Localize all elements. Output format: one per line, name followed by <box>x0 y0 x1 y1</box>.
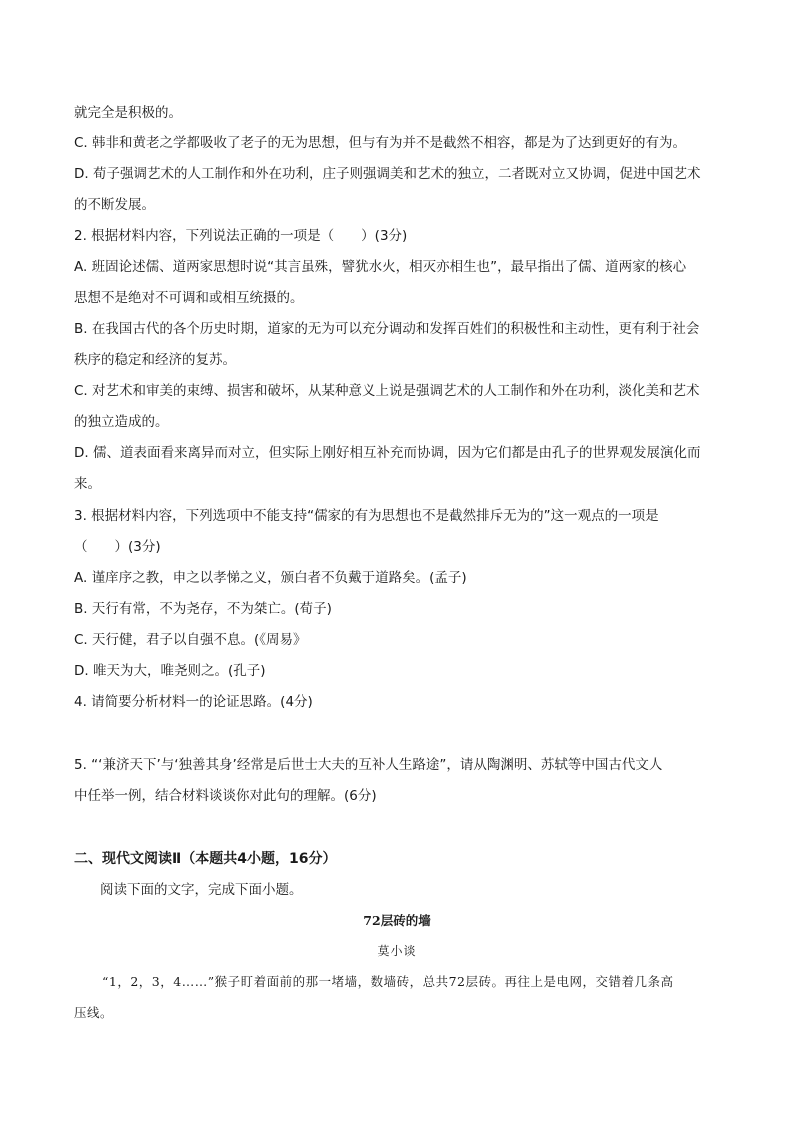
option-d: D. 唯天为大，唯尧则之。(孔子) <box>74 663 266 679</box>
question-2: 2. 根据材料内容，下列说法正确的一项是（ ）(3分) <box>74 228 408 244</box>
text-line: 就完全是积极的。 <box>74 105 182 121</box>
option-d: D. 荀子强调艺术的人工制作和外在功利，庄子则强调美和艺术的独立，二者既对立又协调，促进中国艺术 <box>74 166 701 182</box>
section-title: 二、现代文阅读Ⅱ（本题共4小题，16分） <box>74 851 337 867</box>
text-line: 的不断发展。 <box>74 197 155 213</box>
question-3: 3. 根据材料内容，下列选项中不能支持“儒家的有为思想也不是截然排斥无为的”这一观点的一项是 <box>74 508 659 524</box>
article-author: 莫小谈 <box>377 944 417 958</box>
article-title: 72层砖的墙 <box>363 913 431 928</box>
option-c: C. 韩非和黄老之学都吸收了老子的无为思想，但与有为并不是截然不相容，都是为了达到更好的有为。 <box>74 135 687 151</box>
text-line: 的独立造成的。 <box>74 414 169 430</box>
option-b: B. 天行有常，不为尧存，不为桀亡。(荀子) <box>74 601 332 617</box>
option-a: A. 班固论述儒、道两家思想时说“其言虽殊，譬犹水火，相灭亦相生也”，最早指出了儒、道两家的核心 <box>74 259 687 275</box>
instruction: 阅读下面的文字，完成下面小题。 <box>100 882 303 898</box>
text-line: 秩序的稳定和经济的复苏。 <box>74 352 236 368</box>
option-a: A. 谨庠序之教，申之以孝悌之义，颁白者不负戴于道路矣。(孟子) <box>74 570 467 586</box>
text-line: 来。 <box>74 476 101 492</box>
text-line: （ ）(3分) <box>74 539 161 555</box>
option-c: C. 天行健，君子以自强不息。(《周易》 <box>74 632 307 648</box>
question-5: 5. “‘兼济天下’与‘独善其身’经常是后世士大夫的互补人生路途”，请从陶渊明、苏轼等中国古代文人 <box>74 757 663 773</box>
option-c: C. 对艺术和审美的束缚、损害和破坏，从某种意义上说是强调艺术的人工制作和外在功利，淡化美和艺术 <box>74 383 700 399</box>
text-line: 中任举一例，结合材料谈谈你对此句的理解。(6分) <box>74 788 377 804</box>
passage-line: “1，2，3，4……”猴子盯着面前的那一堵墙，数墙砖，总共72层砖。再往上是电网，交错着几条高 <box>102 974 674 989</box>
option-b: B. 在我国古代的各个历史时期，道家的无为可以充分调动和发挥百姓们的积极性和主动性，更有利于社会 <box>74 321 700 337</box>
passage-line: 压线。 <box>74 1005 114 1020</box>
question-4: 4. 请简要分析材料一的论证思路。(4分) <box>74 694 313 710</box>
text-line: 思想不是绝对不可调和或相互统摄的。 <box>74 290 304 306</box>
option-d: D. 儒、道表面看来离异而对立，但实际上刚好相互补充而协调，因为它们都是由孔子的世界观发展演化而 <box>74 445 701 461</box>
